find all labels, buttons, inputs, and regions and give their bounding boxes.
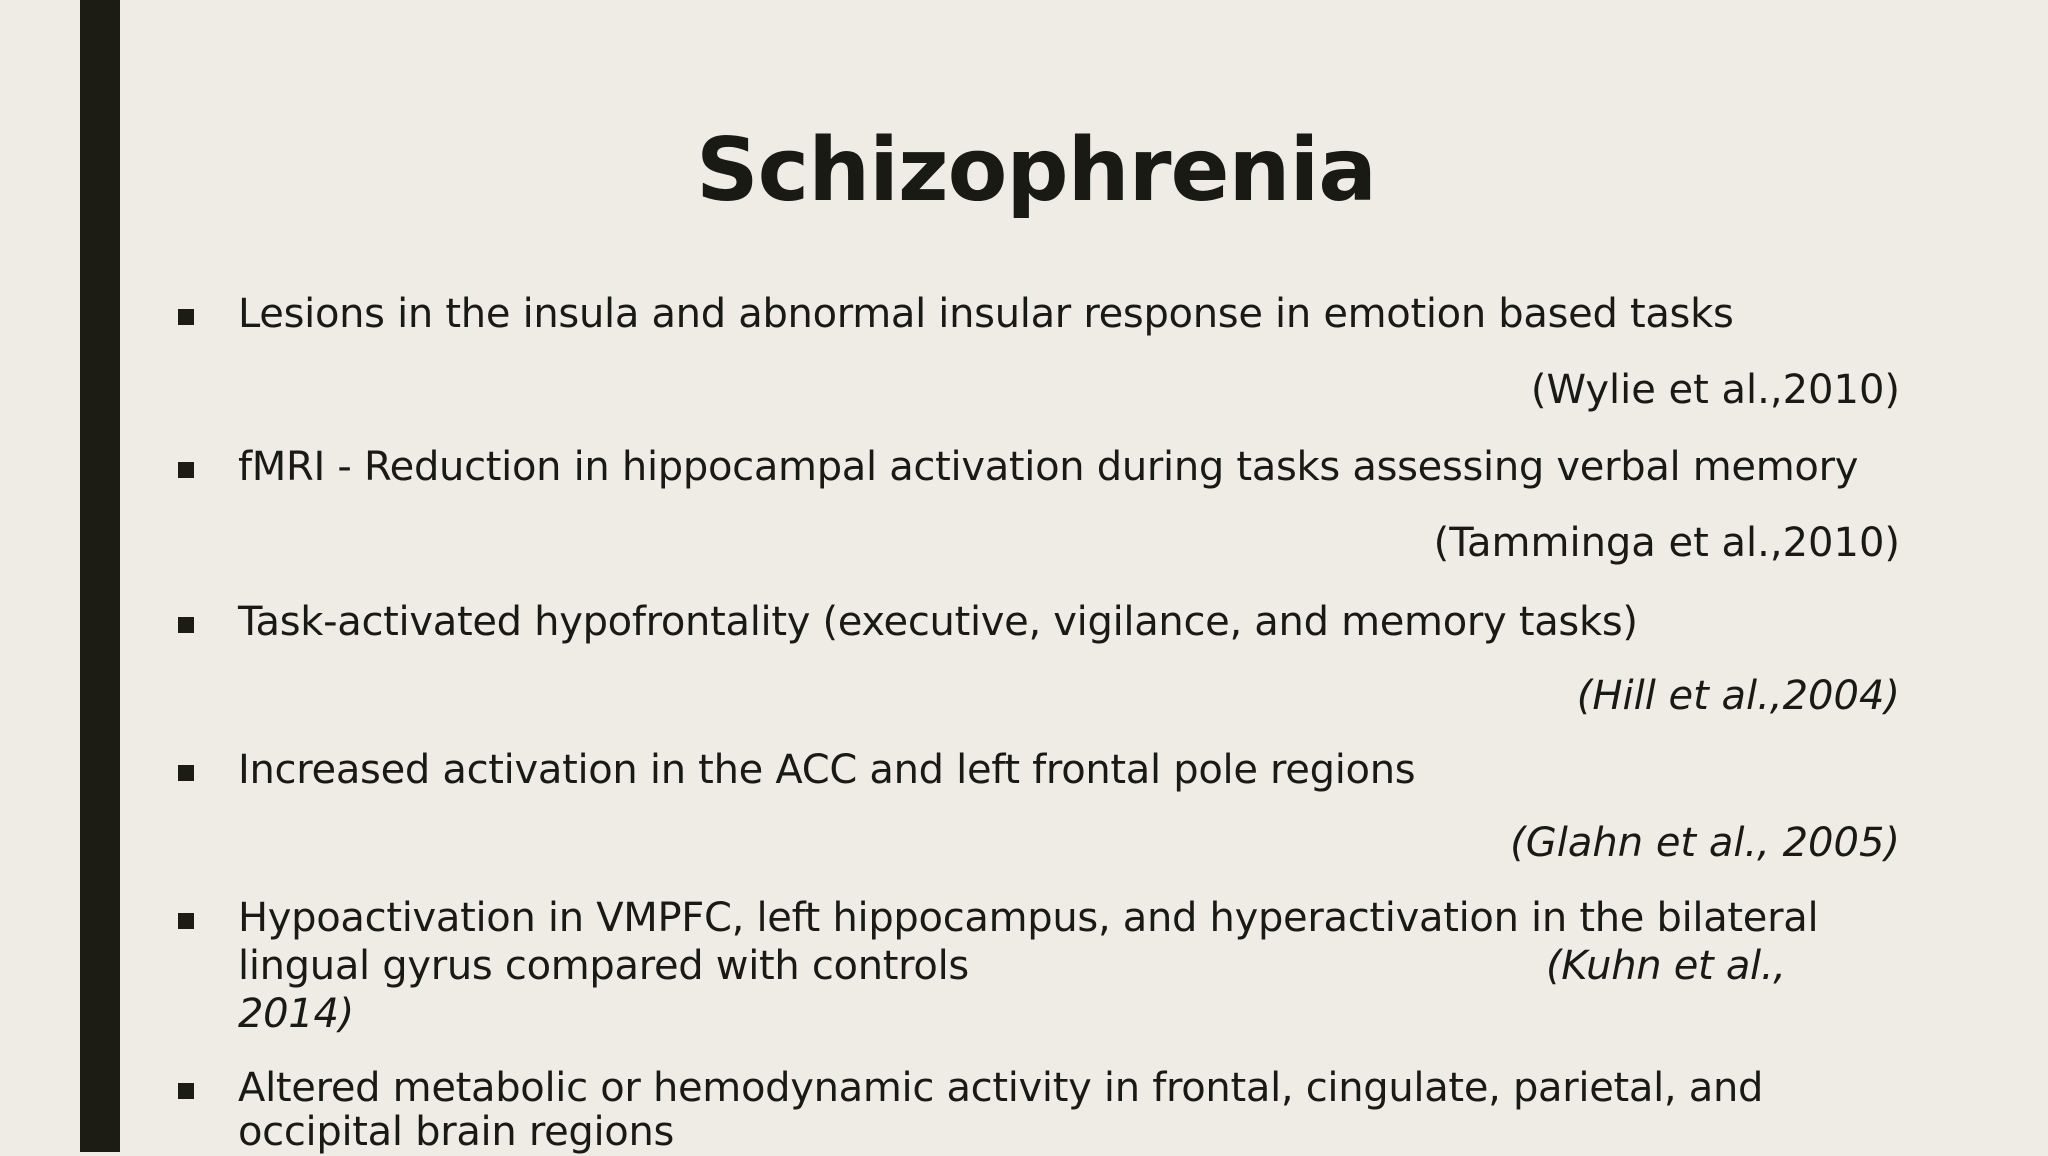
bullet-text-line2: occipital brain regions [238,1109,675,1155]
bullet-citation: (Kuhn et al., [1546,943,1786,989]
bullet-marker [178,765,194,781]
bullet-text-line1: Hypoactivation in VMPFC, left hippocampus, and hyperactivation in the bilateral [238,895,1819,941]
slide-title: Schizophrenia [696,119,1376,221]
bullet-citation: (Glahn et al., 2005) [1510,820,1900,866]
bullet-text: Lesions in the insula and abnormal insular response in emotion based tasks [238,291,1734,337]
bullet-marker [178,462,194,478]
bullet-text-line1: Altered metabolic or hemodynamic activity in frontal, cingulate, parietal, and [238,1065,1764,1111]
bullet-text: Increased activation in the ACC and left frontal pole regions [238,747,1416,793]
bullet-text: fMRI - Reduction in hippocampal activation during tasks assessing verbal memory [238,444,1859,490]
bullet-marker [178,309,194,325]
bullet-text: Task-activated hypofrontality (executive, vigilance, and memory tasks) [238,599,1638,645]
bullet-citation: (Hill et al.,2004) [1576,673,1900,719]
bullet-marker [178,1083,194,1099]
bullet-citation: (Wylie et al.,2010) [1530,367,1900,413]
bullet-marker [178,913,194,929]
bullet-marker [178,617,194,633]
bullet-citation: (Tamminga et al.,2010) [1433,520,1900,566]
bullet-text-line2: lingual gyrus compared with controls [238,943,969,989]
bullet-citation-cont: 2014) [238,991,354,1037]
